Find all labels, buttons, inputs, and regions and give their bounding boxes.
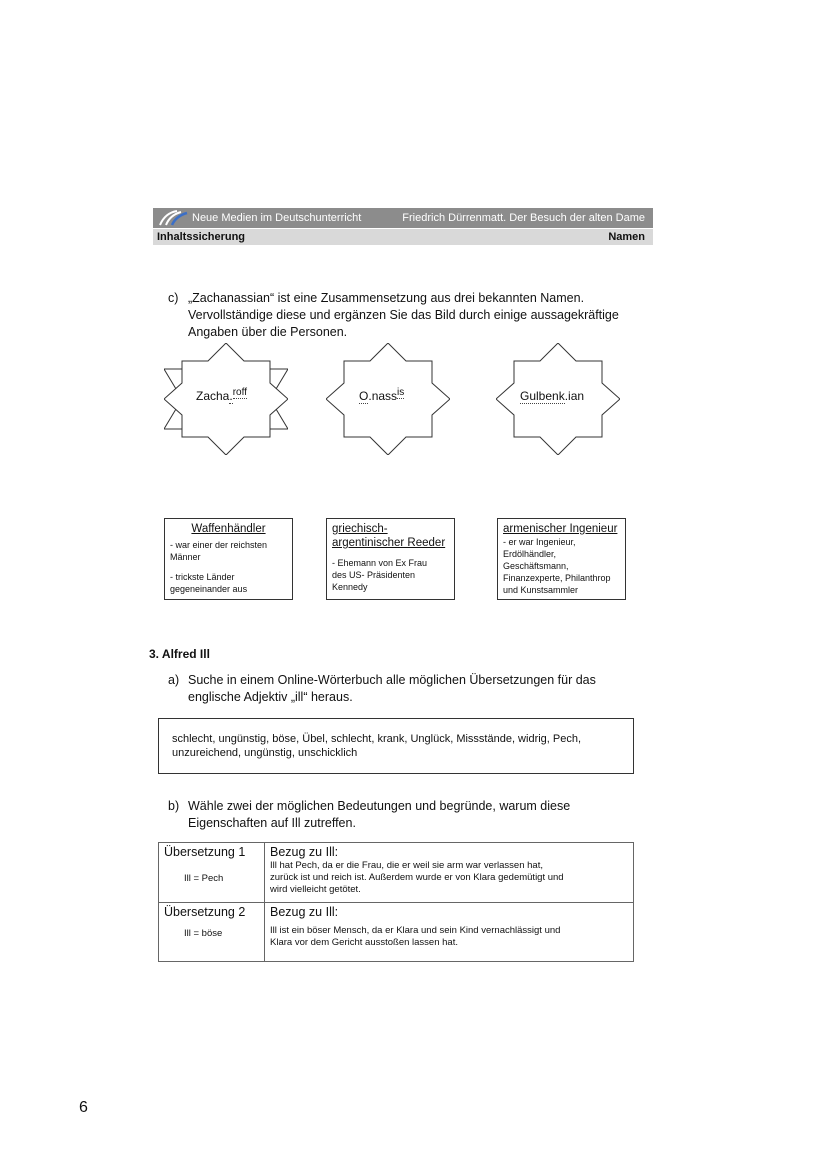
table-cell-translation	[159, 903, 265, 962]
info-box-title: griechisch-	[332, 523, 388, 535]
reference-head: Bezug zu Ill:	[270, 845, 339, 859]
header-section-label: Inhaltssicherung	[157, 231, 246, 243]
info-line: Männer	[170, 552, 201, 562]
task-b-line: Wähle zwei der möglichen Bedeutungen und begründe, warum diese	[188, 799, 571, 813]
answer-line: unzureichend, ungünstig, unschicklich	[172, 747, 358, 759]
header-left-title: Neue Medien im Deutschunterricht	[192, 212, 362, 224]
task-a-line: englische Adjektiv „ill“ heraus.	[188, 690, 353, 704]
table-cell-reference	[265, 903, 634, 962]
info-line: Finanzexperte, Philanthrop	[503, 573, 611, 583]
info-line: - trickste Länder	[170, 572, 235, 582]
table-cell-translation	[159, 843, 265, 903]
task-a-line: Suche in einem Online-Wörterbuch alle möglichen Übersetzungen für das	[188, 673, 596, 687]
table-row	[159, 903, 634, 962]
table-cell-reference	[265, 843, 634, 903]
info-line: - war einer der reichsten	[170, 540, 268, 550]
page-number: 6	[79, 1099, 88, 1116]
section-title: 3. Alfred Ill	[149, 647, 210, 661]
task-c	[168, 290, 638, 342]
table-row	[159, 843, 634, 903]
task-b-line: Eigenschaften auf Ill zutreffen.	[188, 816, 356, 830]
translation-head: Übersetzung 1	[164, 845, 246, 859]
reference-line: wird vielleicht getötet.	[270, 884, 361, 895]
info-line: gegeneinander aus	[170, 584, 248, 594]
answer-line: schlecht, ungünstig, böse, Übel, schlecht, krank, Unglück, Missstände, widrig, Pech,	[172, 733, 582, 745]
star-label-1: Zacha.$^{roff}$	[196, 387, 247, 403]
reference-line: Ill hat Pech, da er die Frau, die er weil sie arm war verlassen hat,	[270, 860, 543, 871]
reference-line: Klara vor dem Gericht ausstoßen lassen hat.	[270, 937, 458, 948]
header-right-title: Friedrich Dürrenmatt. Der Besuch der alten Dame	[402, 212, 645, 224]
reference-line: Ill ist ein böser Mensch, da er Klara und sein Kind vernachlässigt und	[270, 925, 561, 936]
translation-table	[158, 842, 634, 962]
translation-value: Ill = Pech	[184, 873, 224, 884]
translation-value: Ill = böse	[184, 928, 223, 939]
info-box-title: armenischer Ingenieur	[503, 523, 618, 535]
info-line: Geschäftsmann,	[503, 561, 569, 571]
task-a-label: a)	[168, 673, 180, 687]
info-box-title: Waffenhändler	[191, 523, 266, 535]
task-c-line: „Zachanassian“ ist eine Zusammensetzung aus drei bekannten Namen.	[188, 291, 585, 305]
info-line: - Ehemann von Ex Frau	[332, 558, 428, 568]
header-topic-label: Namen	[608, 231, 645, 243]
info-box-onassis	[326, 518, 455, 600]
star-label-3: Gulbenk.ian	[520, 389, 585, 403]
task-b	[168, 798, 638, 834]
reference-line: zurück ist und reich ist. Außerdem wurde er von Klara gedemütigt und	[270, 872, 564, 883]
info-box-title: argentinischer Reeder	[332, 537, 446, 549]
translation-head: Übersetzung 2	[164, 905, 246, 919]
task-c-line: Angaben über die Personen.	[188, 325, 348, 339]
info-line: des US- Präsidenten	[332, 570, 416, 580]
info-line: Kennedy	[332, 582, 368, 592]
star-label-2: O.nass$^{is}$	[359, 387, 405, 403]
info-box-gulbenkian	[497, 518, 626, 600]
info-line: - er war Ingenieur,	[503, 537, 576, 547]
task-c-line: Vervollständige diese und ergänzen Sie das Bild durch einige aussagekräftige	[188, 308, 619, 322]
task-b-label: b)	[168, 799, 180, 813]
answer-box	[158, 718, 634, 774]
task-a	[168, 672, 638, 708]
publisher-logo-icon	[157, 209, 191, 227]
task-c-label: c)	[168, 291, 179, 305]
info-line: Erdölhändler,	[503, 549, 557, 559]
reference-head: Bezug zu Ill:	[270, 905, 339, 919]
info-line: und Kunstsammler	[503, 585, 579, 595]
info-box-zaharoff	[164, 518, 293, 600]
